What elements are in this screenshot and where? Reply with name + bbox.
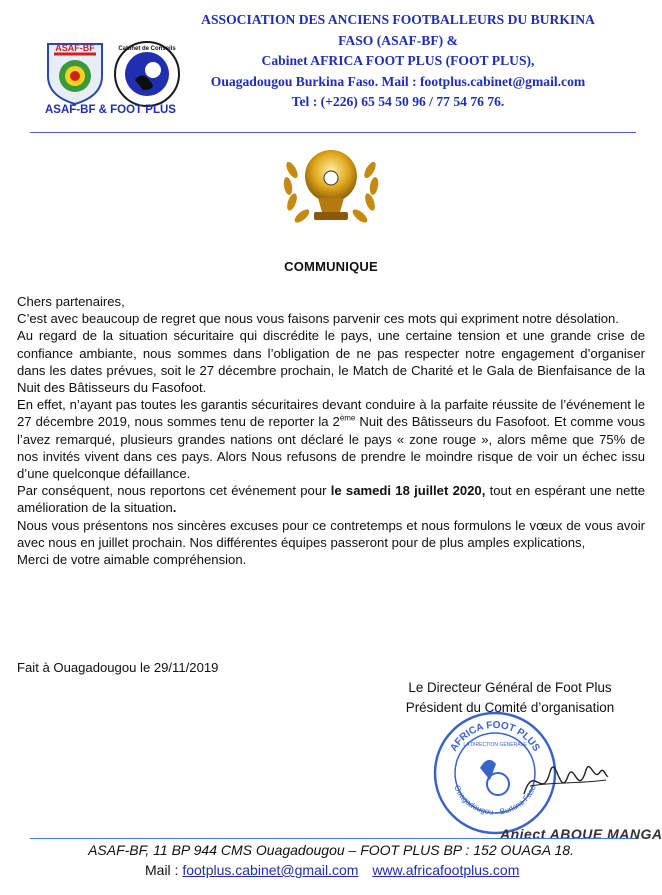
paragraph-1: C’est avec beaucoup de regret que nous vous faisons parvenir ces mots qui expriment notre désolation. <box>17 311 619 327</box>
signatory-title-1: Le Directeur Général de Foot Plus <box>408 680 612 695</box>
letterhead-line-5: Tel : (+226) 65 54 50 96 / 77 54 76 76. <box>291 94 505 109</box>
footer-email-link[interactable]: footplus.cabinet@gmail.com <box>182 862 359 878</box>
handwritten-signature <box>520 742 610 812</box>
signatory-name: Aniect ABOUE MANGA <box>500 826 662 842</box>
stamp-bottom-text: Ouagadougou - Burkina Faso <box>452 783 538 817</box>
letterhead-line-3: Cabinet AFRICA FOOT PLUS (FOOT PLUS), <box>261 53 535 68</box>
logos-caption: ASAF-BF & FOOT PLUS <box>45 104 176 116</box>
paragraph-2: Au regard de la situation sécuritaire qui discrédite le pays, une certaine tension et une grande crise de confiance ambiante, nous sommes dans l’obligation de ne pas respecter notre engagement d’organiser dans les dates prévues, soit le 27 décembre prochain, le Match de Charité et le Gala de Bienfaisance de la Nuit des Bâtisseurs du Fasofoot. <box>17 328 645 396</box>
greeting: Chers partenaires, <box>17 294 125 309</box>
trophy-emblem <box>278 140 384 232</box>
signatory-title-2: Président du Comité d’organisation <box>405 700 615 715</box>
place-date: Fait à Ouagadougou le 29/11/2019 <box>17 660 219 675</box>
asaf-logo-text: ASAF-BF <box>55 43 95 53</box>
letter-body <box>17 293 645 568</box>
footer-address: ASAF-BF, 11 BP 944 CMS Ouagadougou – FOOT PLUS BP : 152 OUAGA 18. <box>88 842 574 858</box>
paragraph-4-end: . <box>172 500 177 516</box>
stamp-top-text: AFRICA FOOT PLUS <box>448 719 542 754</box>
superscript-eme: ème <box>339 414 356 424</box>
top-divider <box>30 132 636 133</box>
paragraph-6: Merci de votre aimable compréhension. <box>17 552 247 568</box>
paragraph-4-text-a: Par conséquent, nous reportons cet événement pour <box>17 483 331 499</box>
footer-mail-label: Mail : <box>145 862 183 878</box>
bottom-divider <box>30 838 636 839</box>
letterhead-line-4: Ouagadougou Burkina Faso. Mail : footplus.cabinet@gmail.com <box>210 73 586 89</box>
foot-plus-logo <box>113 40 181 108</box>
letterhead <box>178 10 618 113</box>
asaf-bf-logo <box>40 36 110 106</box>
letterhead-line-1: ASSOCIATION DES ANCIENS FOOTBALLEURS DU BURKINA <box>201 12 595 27</box>
page-title: COMMUNIQUE <box>284 259 378 274</box>
stamp-mid-text: LA DIRECTION GÉNÉRALE <box>463 742 527 748</box>
paragraph-5: Nous vous présentons nos sincères excuses pour ce contretemps et nous formulons le vœux de vous avoir avec nous en juillet prochain. Nos différentes équipes passeront pour de plus amples explications, <box>17 517 645 550</box>
letterhead-line-2: FASO (ASAF-BF) & <box>338 32 458 48</box>
paragraph-4-text-b: tout en espérant une nette amélioration de la situation <box>17 483 645 516</box>
paragraph-3-text-a: En effet, n’ayant pas toutes les garantis sécuritaires devant conduire à la parfaite réussite de l’événement le 27 décembre 2019, nous sommes tenu de reporter la 2 <box>17 397 645 430</box>
paragraph-3-text-b: Nuit des Bâtisseurs du Fasofoot. Et comme vous l’avez remarqué, plusieurs grandes nations ont déclaré le pays « zone rouge », alors même que 75% de nos invités vivent dans ces pays. Alors Nous refusons de prendre le moindre risque de voir un échec issu d’une quelconque défaillance. <box>17 414 646 482</box>
footer-contact <box>145 862 519 878</box>
fp-logo-text: Cabinet de Conseils <box>118 46 176 52</box>
paragraph-4 <box>17 482 645 516</box>
new-date: le samedi 18 juillet 2020, <box>330 483 486 499</box>
paragraph-3 <box>17 396 645 482</box>
footer-website-link[interactable]: www.africafootplus.com <box>372 862 520 878</box>
